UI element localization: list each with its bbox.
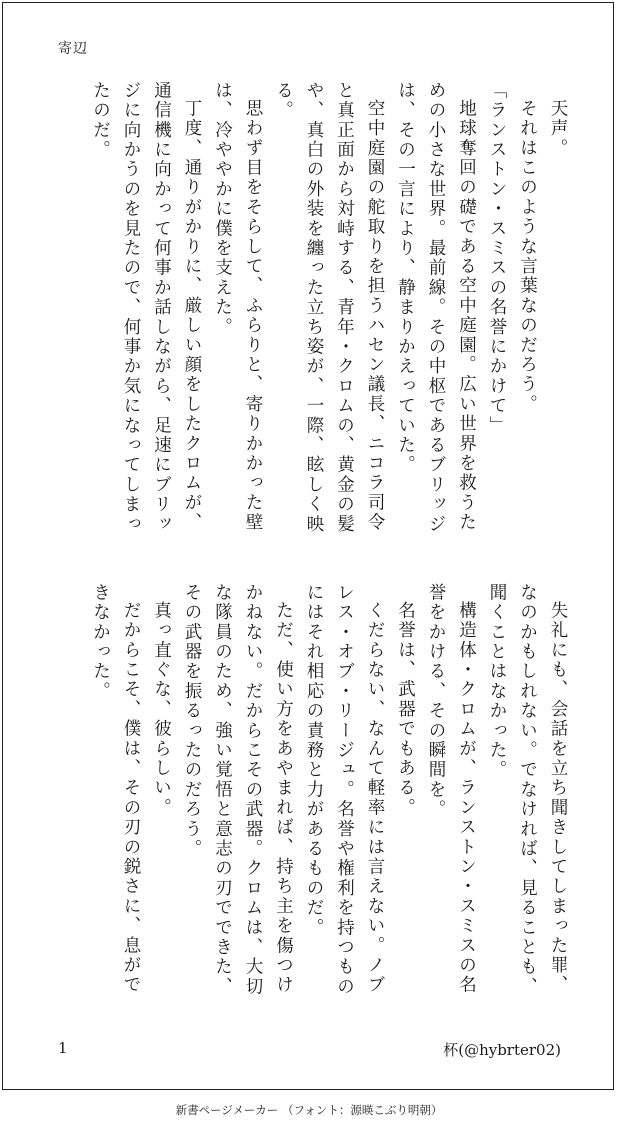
lower-text-block <box>51 583 573 1008</box>
paragraph: 構造体・クロムが、ランストン・スミスの名誉をかける、その瞬間を。 <box>426 583 477 995</box>
paragraph: 「ランストン・スミスの名誉にかけて」 <box>487 81 507 436</box>
author-credit: 杯(@hybrter02) <box>443 1041 561 1059</box>
paragraph: 名誉は、武器でもある。 <box>395 600 416 818</box>
paragraph: 失礼にも、会話を立ち聞きしてしまった罪、なのかもしれない。でなければ、見ることも、聞くことはなかった。 <box>487 583 568 997</box>
paragraph: 思わず目をそらして、ふらりと、寄りかかった壁は、冷ややかに僕を支えた。 <box>212 81 263 532</box>
paragraph: 丁度、通りがかりに、厳しい顔をしたクロムが、通信機に向かって何事か話しながら、足速にブリッジに向かうのを見たので、何事か気になってしまったのだ。 <box>90 81 202 535</box>
page-number: 1 <box>58 1039 68 1057</box>
paragraph: だからこそ、僕は、その刃の鋭さに、息ができなかった。 <box>90 583 141 995</box>
paragraph: 真っ直ぐな、彼らしい。 <box>151 600 172 818</box>
paragraph: 地球奪回の礎である空中庭園。広い世界を救うための小さな世界。最前線。その中枢であるブリッジは、その一言により、静まりかえっていた。 <box>395 81 477 535</box>
header-title: 寄辺 <box>58 41 88 57</box>
paragraph: 空中庭園の舵取りを担うハセン議長、ニコラ司令と真正面から対峙する、青年・クロムの、黄金の髪や、真白の外装を纏った立ち姿が、一際、眩しく映る。 <box>273 81 385 535</box>
upper-text-block <box>51 81 573 541</box>
paragraph: くだらない、なんて軽率には言えない。ノブレス・オブ・リージュ。名誉や権利を持つものにはそれ相応の責務と力があるものだ。 <box>304 583 385 997</box>
generator-caption: 新書ページメーカー （フォント：源暎こぶり明朝） <box>175 1103 443 1117</box>
paragraph: それはこのような言葉なのだろう。 <box>517 98 538 414</box>
paragraph: ただ、使い方をあやまれば、持ち主を傷つけかねない。だからこその武器。クロムは、大切な隊員のため、強い覚悟と意志の刃でできた、その武器を振るったのだろう。 <box>182 583 294 997</box>
paragraph: 天声。 <box>548 98 568 158</box>
page-frame <box>2 2 614 1090</box>
